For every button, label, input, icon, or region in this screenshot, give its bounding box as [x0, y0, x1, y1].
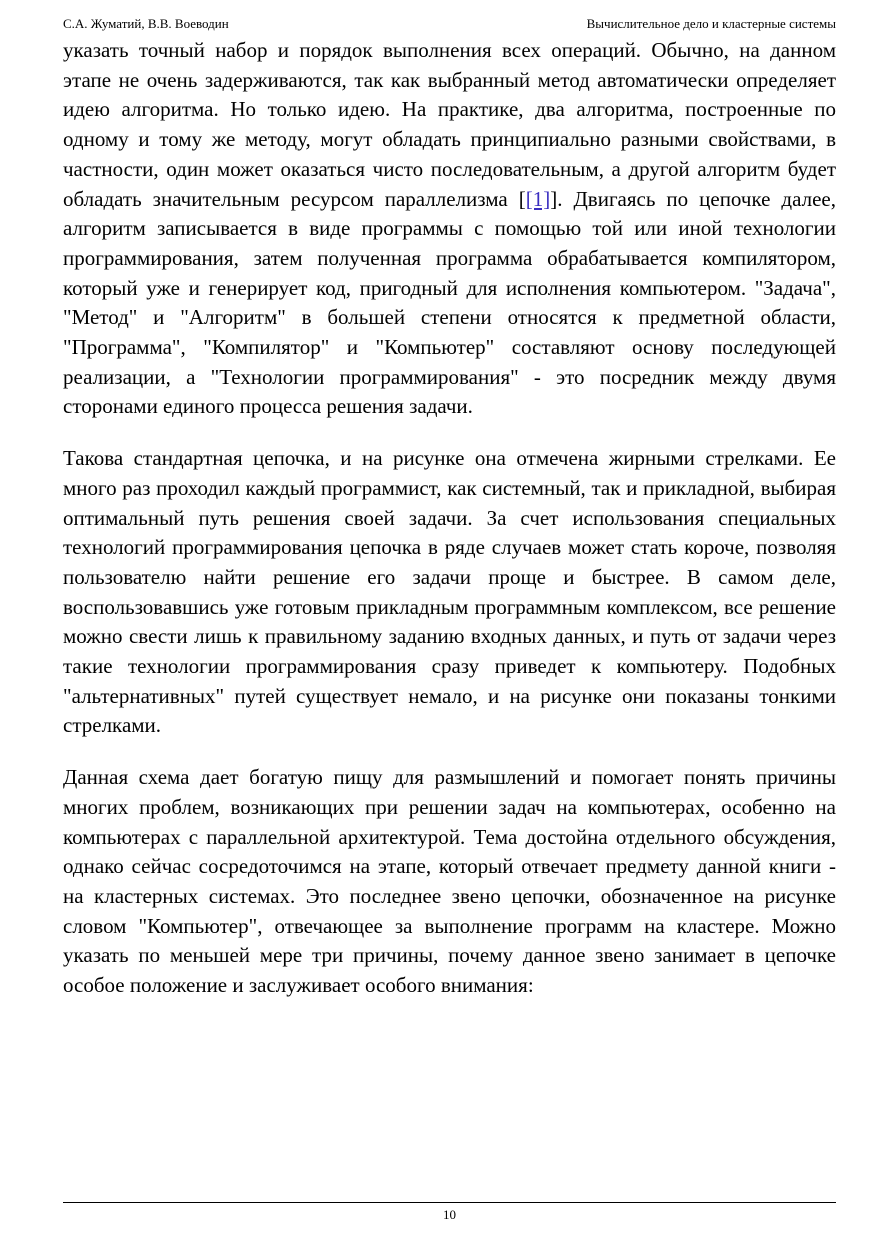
paragraph-2: Такова стандартная цепочка, и на рисунке она отмечена жирными стрелками. Ее много раз проходил каждый программист, как системный, так и прикладной, выбирая оптимальный путь решения своей задачи. За счет использования специальных технологий программирования цепочка в ряде случаев может стать короче, позволяя пользователю найти решение его задачи проще и быстрее. В самом деле, воспользовавшись уже готовым прикладным программным комплексом, все решение можно свести лишь к правильному заданию входных данных, и путь от задачи через такие технологии программирования сразу приведет к компьютеру. Подобных "альтернативных" путей существует немало, и на рисунке они показаны тонкими стрелками. [63, 446, 836, 738]
citation-link[interactable]: [1] [525, 186, 551, 211]
paragraph-3: Данная схема дает богатую пищу для размышлений и помогает понять причины многих проблем, возникающих при решении задач на компьютерах, особенно на компьютерах с параллельной архитектурой. Тема достойна отдельного обсуждения, однако сейчас сосредоточимся на этапе, который отвечает предмету данной книги - на кластерных системах. Это последнее звено цепочки, обозначенное на рисунке словом "Компьютер", отвечающее за выполнение программ на кластере. Можно указать по меньшей мере три причины, почему данное звено занимает в цепочке особое положение и заслуживает особого внимания: [63, 765, 836, 998]
page-number: 10 [443, 1207, 456, 1222]
paragraph-1 [63, 36, 836, 422]
running-header [63, 14, 836, 34]
footer-divider [63, 1202, 836, 1203]
page-body [63, 36, 836, 1001]
header-authors: С.А. Жуматий, В.В. Воеводин [63, 16, 229, 31]
paragraph-1-text-end: ]. Двигаясь по цепочке далее, алгоритм записывается в виде программы с помощью той или иной технологии программирования, затем полученная программа обрабатывается компилятором, который уже и генерирует код, пригодный для исполнения компьютером. "Задача", "Метод" и "Алгоритм" в большей степени относятся к предметной области, "Программа", "Компилятор" и "Компьютер" составляют основу последующей реализации, а "Технологии программирования" - это посредник между двумя сторонами единого процесса решения задачи. [63, 186, 836, 419]
header-book-title: Вычислительное дело и кластерные системы [586, 16, 836, 31]
paragraph-1-text-start: указать точный набор и порядок выполнения всех операций. Обычно, на данном этапе не очень задерживаются, так как выбранный метод автоматически определяет идею алгоритма. Но только идею. На практике, два алгоритма, построенные по одному и тому же методу, могут обладать принципиально разными свойствами, в частности, один может оказаться чисто последовательным, а другой алгоритм будет обладать значительным ресурсом параллелизма [ [63, 38, 836, 211]
